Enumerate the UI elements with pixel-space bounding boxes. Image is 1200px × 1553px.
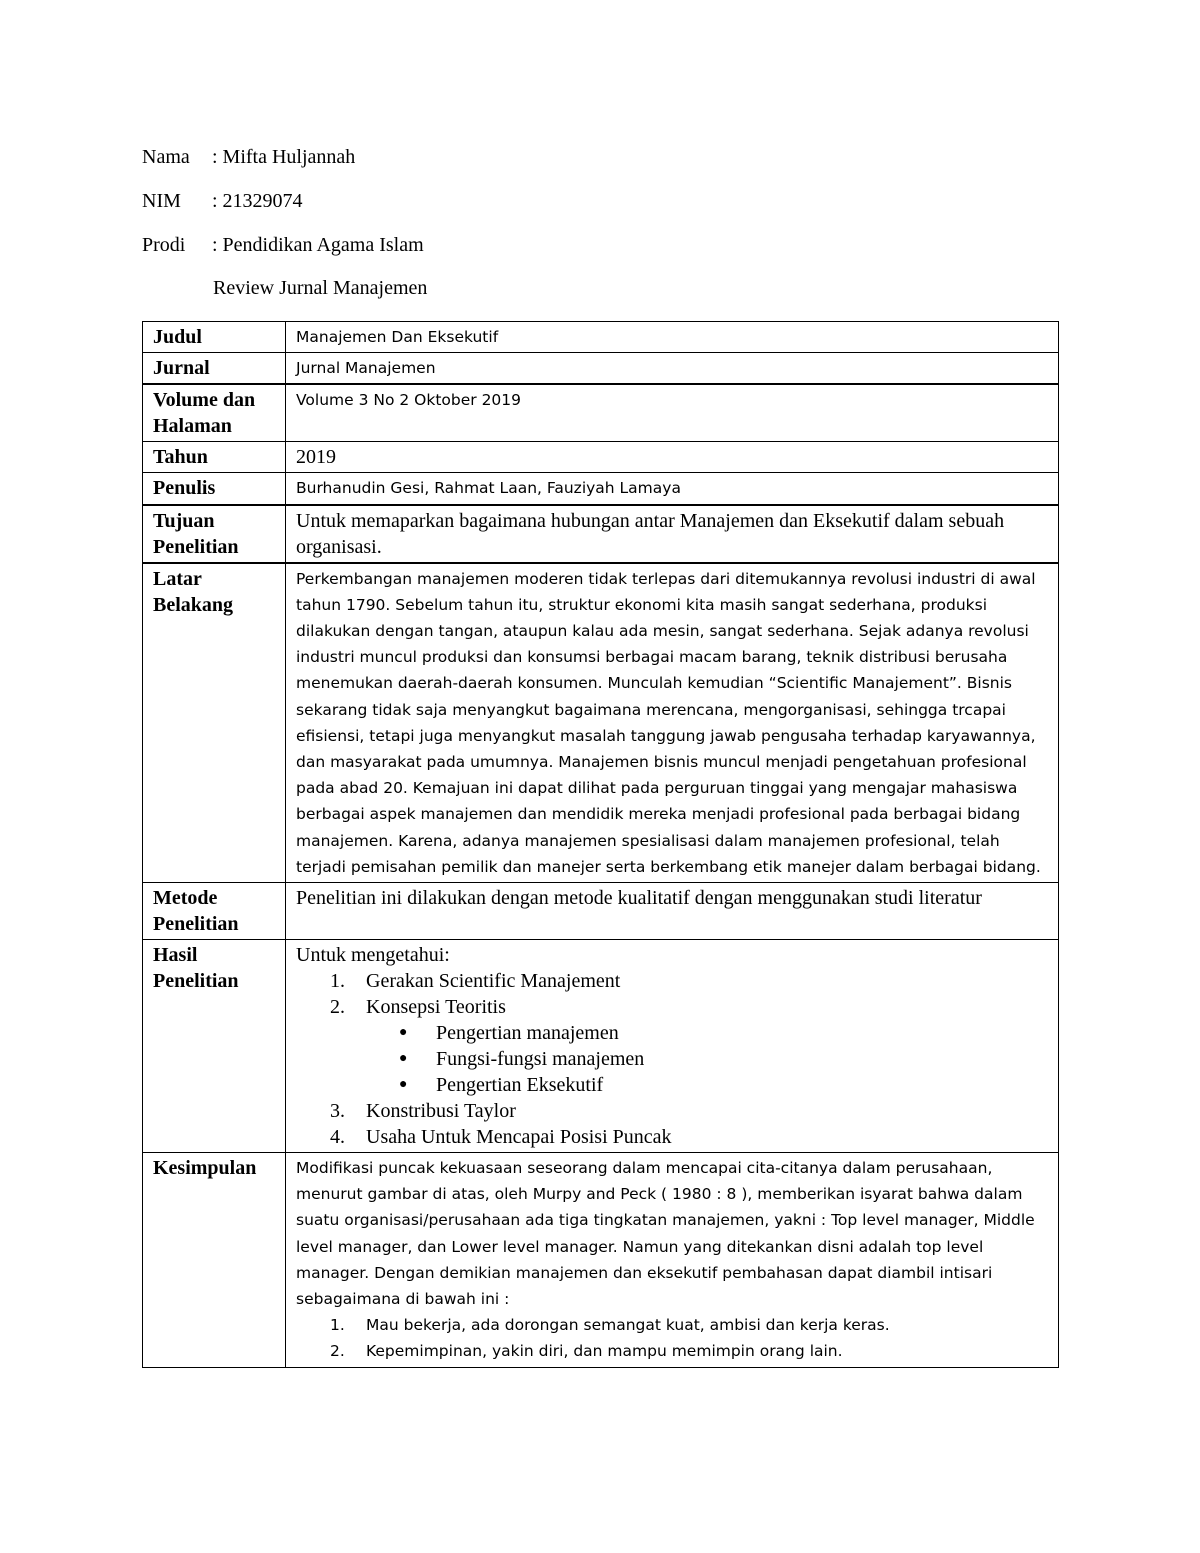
penulis-value: Burhanudin Gesi, Rahmat Laan, Fauziyah Lamaya (286, 473, 1059, 505)
row-kesimpulan (143, 1153, 1059, 1368)
nim-label: NIM (142, 190, 181, 212)
hasil-label: Hasil Penelitian (143, 940, 286, 1153)
student-info (142, 143, 424, 275)
row-hasil (143, 940, 1059, 1153)
row-tahun (143, 442, 1059, 473)
list-text: Mau bekerja, ada dorongan semangat kuat, ambisi dan kerja keras. (366, 1316, 890, 1335)
bullet-text: Fungsi-fungsi manajemen (436, 1048, 645, 1071)
penulis-label: Penulis (143, 473, 286, 505)
name-line (142, 143, 424, 187)
document-title: Review Jurnal Manajemen (213, 277, 428, 299)
bullet-icon: ● (399, 1077, 408, 1093)
list-text: Konstribusi Taylor (366, 1100, 516, 1123)
row-latar (143, 563, 1059, 883)
list-number: 2. (330, 1342, 345, 1361)
list-number: 2. (330, 996, 345, 1019)
metode-value: Penelitian ini dilakukan dengan metode kualitatif dengan menggunakan studi literatur (286, 883, 1059, 940)
latar-value: Perkembangan manajemen moderen tidak terlepas dari ditemukannya revolusi industri di awal tahun 1790. Sebelum tahun itu, struktur ekonomi kita masih sangat sederhana, produksi dilakukan dengan tangan, ataupun kalau ada mesin, sangat sederhana. Sejak adanya revolusi industri muncul produksi dan konsumsi berbagai macam barang, teknik distribusi berusaha menemukan daerah-daerah konsumen. Munculah kemudian “Scientific Manajement”. Bisnis sekarang tidak saja menyangkut bagaimana merencana, mengorganisasi, sehingga trcapai efisiensi, tetapi juga menyangkut masalah tanggung jawab pengusaha terhadap karyawannya, dan masyarakat pada umumnya. Manajemen bisnis muncul menjadi pengetahuan profesional pada abad 20. Kemajuan ini dapat dilihat pada perguruan tinggai yang mengajar mahasiswa berbagai aspek manajemen dan mendidik mereka menjadi profesional pada berbagai bidang manajemen. Karena, adanya manajemen spesialisasi dalam manajemen profesional, telah terjadi pemisahan pemilik dan manejer serta berkembang etik manejer dalam berbagai bidang. (286, 563, 1059, 883)
latar-label: Latar Belakang (143, 563, 286, 883)
prodi-value: : Pendidikan Agama Islam (212, 234, 424, 256)
bullet-icon: ● (399, 1025, 408, 1041)
list-number: 4. (330, 1126, 345, 1149)
jurnal-label: Jurnal (143, 353, 286, 385)
bullet-item (296, 1046, 1048, 1072)
nim-value: : 21329074 (212, 190, 303, 212)
nim-line (142, 187, 424, 231)
list-number: 3. (330, 1100, 345, 1123)
list-item (296, 994, 1048, 1098)
row-jurnal (143, 353, 1059, 385)
row-volume (143, 384, 1059, 442)
hasil-sublist (296, 1020, 1048, 1098)
list-text: Kepemimpinan, yakin diri, dan mampu memimpin orang lain. (366, 1342, 843, 1361)
list-item (296, 1312, 1048, 1338)
metode-label: Metode Penelitian (143, 883, 286, 940)
tahun-value: 2019 (286, 442, 1059, 473)
tujuan-value: Untuk memaparkan bagaimana hubungan antar Manajemen dan Eksekutif dalam sebuah organisasi. (286, 505, 1059, 563)
volume-value: Volume 3 No 2 Oktober 2019 (286, 384, 1059, 442)
list-text: Gerakan Scientific Manajement (366, 970, 621, 993)
jurnal-value: Jurnal Manajemen (286, 353, 1059, 385)
list-item (296, 1338, 1048, 1364)
prodi-label: Prodi (142, 234, 186, 256)
judul-value: Manajemen Dan Eksekutif (286, 322, 1059, 353)
kesimpulan-value (286, 1153, 1059, 1368)
bullet-item (296, 1072, 1048, 1098)
judul-label: Judul (143, 322, 286, 353)
volume-label: Volume dan Halaman (143, 384, 286, 442)
kesimpulan-text: Modifikasi puncak kekuasaan seseorang dalam mencapai cita-citanya dalam perusahaan, menurut gambar di atas, oleh Murpy and Peck ( 1980 : 8 ), memberikan isyarat bahwa dalam suatu organisasi/perusahaan ada tiga tingkatan manajemen, yakni : Top level manager, Middle level manager, dan Lower level manager. Namun yang ditekankan disni adalah top level manager. Dengan demikian manajemen dan eksekutif pembahasan dapat diambil intisari sebagaimana di bawah ini : (296, 1159, 1035, 1309)
name-label: Nama (142, 146, 190, 168)
bullet-text: Pengertian manajemen (436, 1022, 619, 1045)
bullet-icon: ● (399, 1051, 408, 1067)
tujuan-label: Tujuan Penelitian (143, 505, 286, 563)
row-penulis (143, 473, 1059, 505)
review-table (142, 321, 1059, 1368)
list-item (296, 968, 1048, 994)
list-item (296, 1124, 1048, 1150)
row-metode (143, 883, 1059, 940)
tahun-label: Tahun (143, 442, 286, 473)
hasil-list (296, 968, 1048, 1150)
list-item (296, 1098, 1048, 1124)
bullet-item (296, 1020, 1048, 1046)
hasil-value (286, 940, 1059, 1153)
list-text: Usaha Untuk Mencapai Posisi Puncak (366, 1126, 672, 1149)
kesimpulan-list (296, 1312, 1048, 1364)
list-text: Konsepsi Teoritis (366, 996, 506, 1019)
list-number: 1. (330, 970, 345, 993)
prodi-line (142, 231, 424, 275)
name-value: : Mifta Huljannah (212, 146, 356, 168)
row-tujuan (143, 505, 1059, 563)
kesimpulan-label: Kesimpulan (143, 1153, 286, 1368)
hasil-intro: Untuk mengetahui: (296, 944, 450, 967)
list-number: 1. (330, 1316, 345, 1335)
row-judul (143, 322, 1059, 353)
bullet-text: Pengertian Eksekutif (436, 1074, 604, 1097)
